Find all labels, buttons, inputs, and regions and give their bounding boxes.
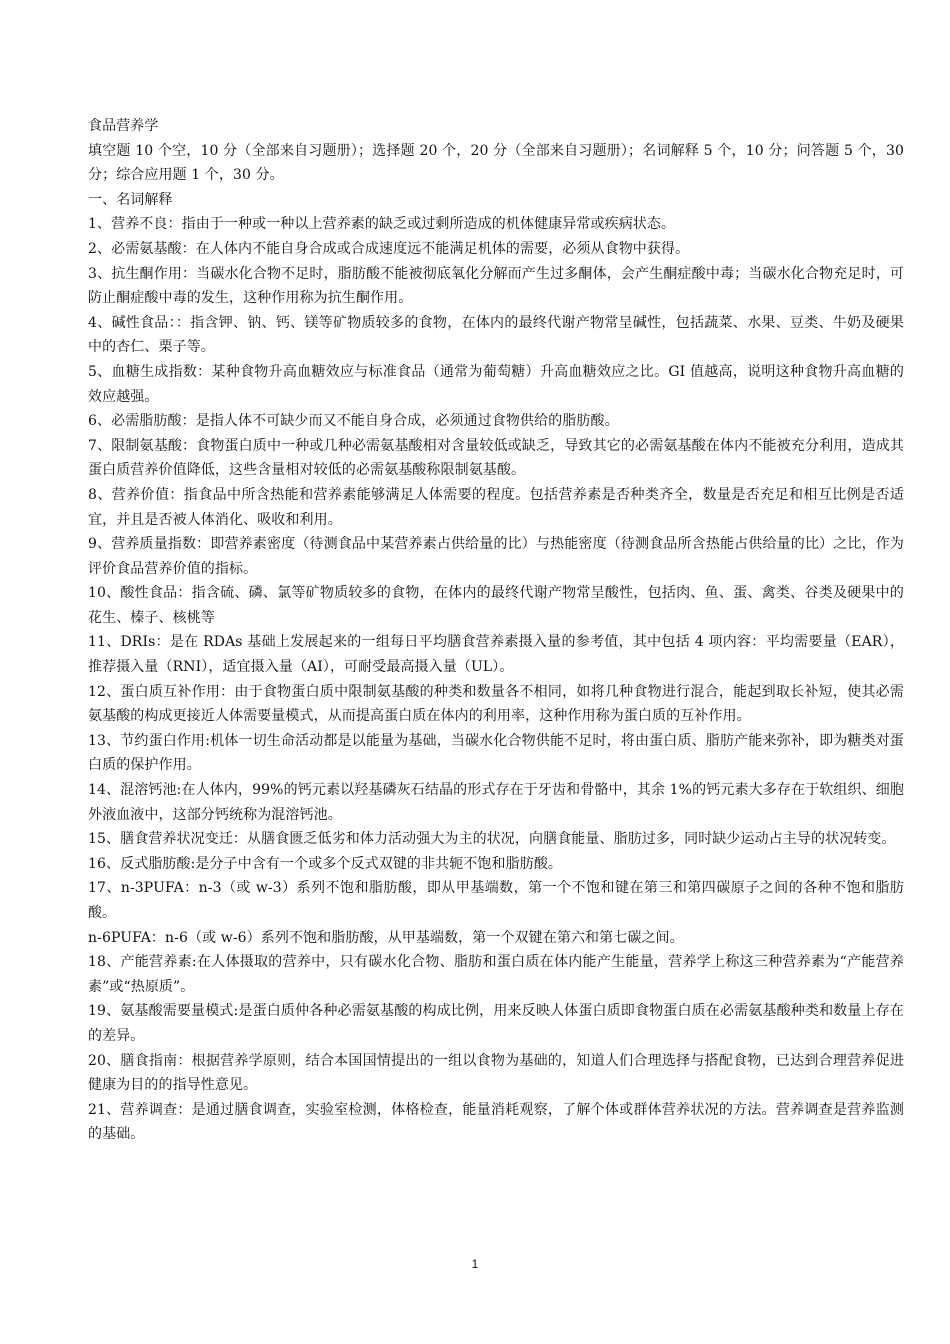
term-item: 11、DRIs：是在 RDAs 基础上发展起来的一组每日平均膳食营养素摄入量的参考值，其中包括 4 项内容：平均需要量（EAR），推荐摄入量（RNI），适宜摄入量（AI），可耐受最高摄入量（UL）。	[88, 634, 904, 676]
term-item: 10、酸性食品：指含硫、磷、氯等矿物质较多的食物，在体内的最终代谢产物常呈酸性，包括肉、鱼、蛋、禽类、谷类及硬果中的花生、榛子、核桃等	[88, 585, 904, 626]
term-item: 6、必需脂肪酸：是指人体不可缺少而又不能自身合成，必须通过食物供给的脂肪酸。	[88, 413, 619, 430]
term-item: 20、膳食指南：根据营养学原则，结合本国国情提出的一组以食物为基础的，知道人们合理选择与搭配食物，已达到合理营养促进健康为目的的指导性意见。	[88, 1052, 904, 1094]
term-item: 21、营养调查：是通过膳食调查，实验室检测，体格检查，能量消耗观察，了解个体或群体营养状况的方法。营养调查是营养监测的基础。	[88, 1101, 904, 1143]
section-heading: 一、名词解释	[88, 191, 173, 208]
term-item: n-6PUFA：n-6（或 w-6）系列不饱和脂肪酸，从甲基端数，第一个双键在第六和第七碳之间。	[88, 929, 684, 946]
term-item: 9、营养质量指数：即营养素密度（待测食品中某营养素占供给量的比）与热能密度（待测食品所含热能占供给量的比）之比，作为评价食品营养价值的指标。	[88, 536, 904, 577]
term-item: 2、必需氨基酸：在人体内不能自身合成或合成速度远不能满足机体的需要，必须从食物中获得。	[88, 240, 690, 257]
term-item: 3、抗生酮作用：当碳水化合物不足时，脂肪酸不能被彻底氧化分解而产生过多酮体，会产生酮症酸中毒；当碳水化合物充足时，可防止酮症酸中毒的发生，这种作用称为抗生酮作用。	[88, 265, 904, 307]
page-number: 1	[471, 1257, 479, 1271]
term-item: 8、营养价值：指食品中所含热能和营养素能够满足人体需要的程度。包括营养素是否种类齐全，数量是否充足和相互比例是否适宜，并且是否被人体消化、吸收和利用。	[88, 486, 904, 528]
term-item: 16、反式脂肪酸:是分子中含有一个或多个反式双键的非共轭不饱和脂肪酸。	[88, 855, 563, 872]
exam-intro: 填空题 10 个空，10 分（全部来自习题册）；选择题 20 个，20 分（全部来自习题册）；名词解释 5 个，10 分；问答题 5 个，30 分；综合应用题 1 个，30 分。	[88, 142, 904, 184]
term-item: 4、碱性食品：：指含钾、钠、钙、镁等矿物质较多的食物，在体内的最终代谢产物常呈碱性，包括蔬菜、水果、豆类、牛奶及硬果中的杏仁、栗子等。	[88, 314, 904, 356]
term-item: 1、营养不良：指由于一种或一种以上营养素的缺乏或过剩所造成的机体健康异常或疾病状态。	[88, 216, 676, 233]
document-title: 食品营养学	[88, 118, 159, 134]
term-item: 14、混溶钙池:在人体内，99%的钙元素以羟基磷灰石结晶的形式存在于牙齿和骨骼中，其余 1%的钙元素大多存在于软组织、细胞外液血液中，这部分钙统称为混溶钙池。	[88, 782, 904, 823]
term-item: 7、限制氨基酸：食物蛋白质中一种或几种必需氨基酸相对含量较低或缺乏，导致其它的必需氨基酸在体内不能被充分利用，造成其蛋白质营养价值降低，这些含量相对较低的必需氨基酸称限制氨基酸。	[88, 437, 904, 479]
term-item: 15、膳食营养状况变迁：从膳食匮乏低劣和体力活动强大为主的状况，向膳食能量、脂肪过多，同时缺少运动占主导的状况转变。	[88, 831, 896, 848]
term-item: 18、产能营养素:在人体摄取的营养中，只有碳水化合物、脂肪和蛋白质在体内能产生能量，营养学上称这三种营养素为“产能营养素”或“热原质”。	[88, 954, 904, 995]
document-body	[88, 114, 904, 1147]
term-item: 17、n-3PUFA：n-3（或 w-3）系列不饱和脂肪酸，即从甲基端数，第一个不饱和键在第三和第四碳原子之间的各种不饱和脂肪酸。	[88, 880, 904, 921]
term-item: 19、氨基酸需要量模式:是蛋白质仲各种必需氨基酸的构成比例，用来反映人体蛋白质即食物蛋白质在必需氨基酸种类和数量上存在的差异。	[88, 1003, 904, 1044]
term-item: 12、蛋白质互补作用：由于食物蛋白质中限制氨基酸的种类和数量各不相同，如将几种食物进行混合，能起到取长补短，使其必需氨基酸的构成更接近人体需要量模式，从而提高蛋白质在体内的利用率，这种作用称为蛋白质的互补作用。	[88, 683, 904, 725]
term-item: 5、血糖生成指数：某种食物升高血糖效应与标准食品（通常为葡萄糖）升高血糖效应之比。GI 值越高，说明这种食物升高血糖的效应越强。	[88, 363, 904, 405]
term-item: 13、节约蛋白作用:机体一切生命活动都是以能量为基础，当碳水化合物供能不足时，将由蛋白质、脂肪产能来弥补，即为糖类对蛋白质的保护作用。	[88, 732, 904, 774]
